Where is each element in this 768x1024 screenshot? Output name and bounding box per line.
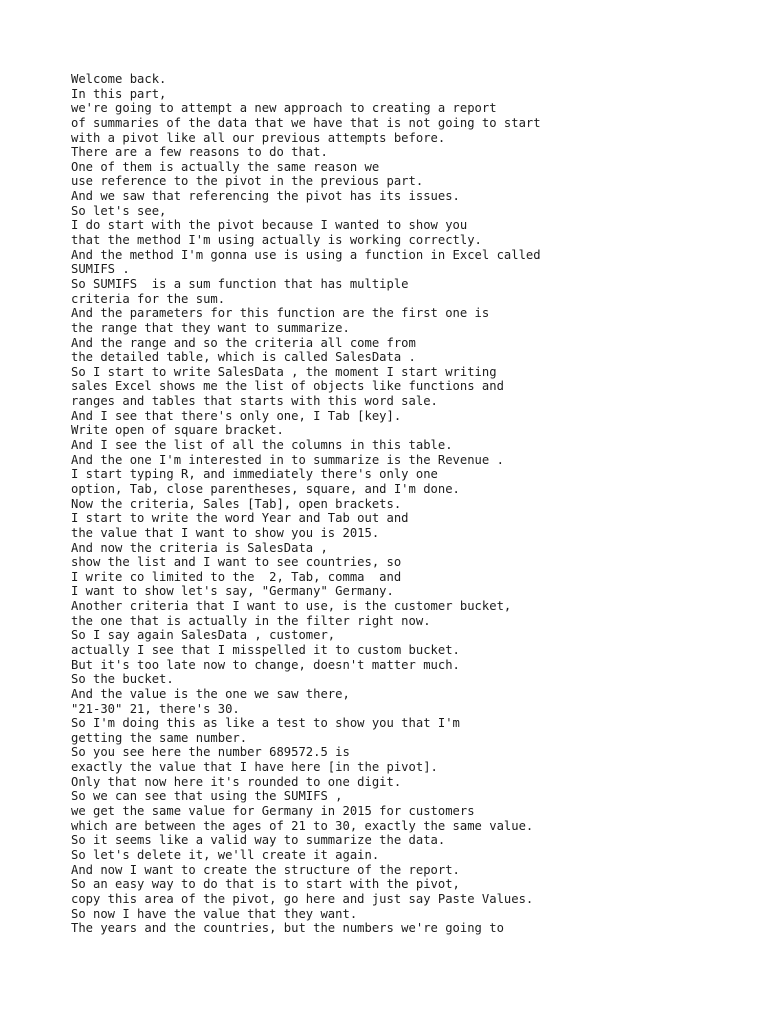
transcript-line: But it's too late now to change, doesn't matter much. [71, 657, 460, 672]
transcript-line: Only that now here it's rounded to one digit. [71, 774, 402, 789]
transcript-line: use reference to the pivot in the previous part. [71, 174, 424, 189]
transcript-line: And we saw that referencing the pivot has its issues. [71, 189, 460, 204]
transcript-line: So let's see, [71, 203, 167, 218]
transcript-line: that the method I'm using actually is working correctly. [71, 233, 482, 248]
transcript-line: Now the criteria, Sales [Tab], open brackets. [71, 496, 402, 511]
transcript-line: And the one I'm interested in to summarize is the Revenue . [71, 452, 504, 467]
transcript-line: I do start with the pivot because I wanted to show you [71, 218, 468, 233]
transcript-line: I want to show let's say, "Germany" Germany. [71, 584, 394, 599]
transcript-line: we get the same value for Germany in 2015 for customers [71, 804, 475, 819]
transcript-line: And the method I'm gonna use is using a function in Excel called [71, 247, 541, 262]
transcript-line: Another criteria that I want to use, is the customer bucket, [71, 599, 512, 614]
transcript-line: I write co limited to the 2, Tab, comma and [71, 569, 402, 584]
transcript-line: So we can see that using the SUMIFS , [71, 789, 343, 804]
transcript-line: So I start to write SalesData , the moment I start writing [71, 364, 497, 379]
transcript-line: So I say again SalesData , customer, [71, 628, 336, 643]
transcript-line: So let's delete it, we'll create it again. [71, 847, 380, 862]
transcript-line: And I see the list of all the columns in this table. [71, 438, 453, 453]
transcript-line: show the list and I want to see countries, so [71, 555, 402, 570]
transcript-line: of summaries of the data that we have that is not going to start [71, 115, 541, 130]
transcript-line: we're going to attempt a new approach to creating a report [71, 101, 497, 116]
transcript-line: Welcome back. [71, 72, 167, 86]
transcript-text [71, 72, 541, 936]
transcript-line: which are between the ages of 21 to 30, exactly the same value. [71, 818, 534, 833]
transcript-line: So it seems like a valid way to summarize the data. [71, 833, 446, 848]
transcript-line: ranges and tables that starts with this word sale. [71, 394, 438, 409]
transcript-line: criteria for the sum. [71, 291, 226, 306]
transcript-line: One of them is actually the same reason we [71, 159, 380, 174]
transcript-line: And now the criteria is SalesData , [71, 540, 328, 555]
transcript-line: the value that I want to show you is 2015. [71, 525, 380, 540]
transcript-line: And I see that there's only one, I Tab [key]. [71, 408, 402, 423]
transcript-line: "21-30" 21, there's 30. [71, 701, 240, 716]
transcript-line: So you see here the number 689572.5 is [71, 745, 350, 760]
transcript-line: So an easy way to do that is to start with the pivot, [71, 877, 460, 892]
transcript-line: getting the same number. [71, 730, 248, 745]
transcript-line: There are a few reasons to do that. [71, 145, 328, 160]
transcript-line: actually I see that I misspelled it to custom bucket. [71, 642, 460, 657]
transcript-line: And the range and so the criteria all come from [71, 335, 416, 350]
transcript-line: And now I want to create the structure of the report. [71, 862, 460, 877]
transcript-line: The years and the countries, but the numbers we're going to [71, 921, 504, 936]
transcript-line: the one that is actually in the filter right now. [71, 613, 431, 628]
transcript-line: So now I have the value that they want. [71, 906, 358, 921]
transcript-line: In this part, [71, 86, 167, 101]
transcript-line: the detailed table, which is called SalesData . [71, 350, 416, 365]
transcript-line: Write open of square bracket. [71, 423, 284, 438]
transcript-line: option, Tab, close parentheses, square, and I'm done. [71, 481, 460, 496]
transcript-line: I start to write the word Year and Tab out and [71, 511, 409, 526]
transcript-line: exactly the value that I have here [in the pivot]. [71, 760, 438, 775]
transcript-line: And the parameters for this function are the first one is [71, 306, 490, 321]
transcript-line: So I'm doing this as like a test to show you that I'm [71, 716, 460, 731]
transcript-line: So the bucket. [71, 672, 174, 687]
transcript-line: with a pivot like all our previous attempts before. [71, 130, 446, 145]
transcript-line: I start typing R, and immediately there's only one [71, 467, 438, 482]
transcript-line: the range that they want to summarize. [71, 320, 350, 335]
transcript-line: SUMIFS . [71, 262, 130, 277]
transcript-line: So SUMIFS is a sum function that has multiple [71, 276, 409, 291]
transcript-line: copy this area of the pivot, go here and just say Paste Values. [71, 891, 534, 906]
transcript-line: sales Excel shows me the list of objects like functions and [71, 379, 504, 394]
transcript-line: And the value is the one we saw there, [71, 686, 350, 701]
